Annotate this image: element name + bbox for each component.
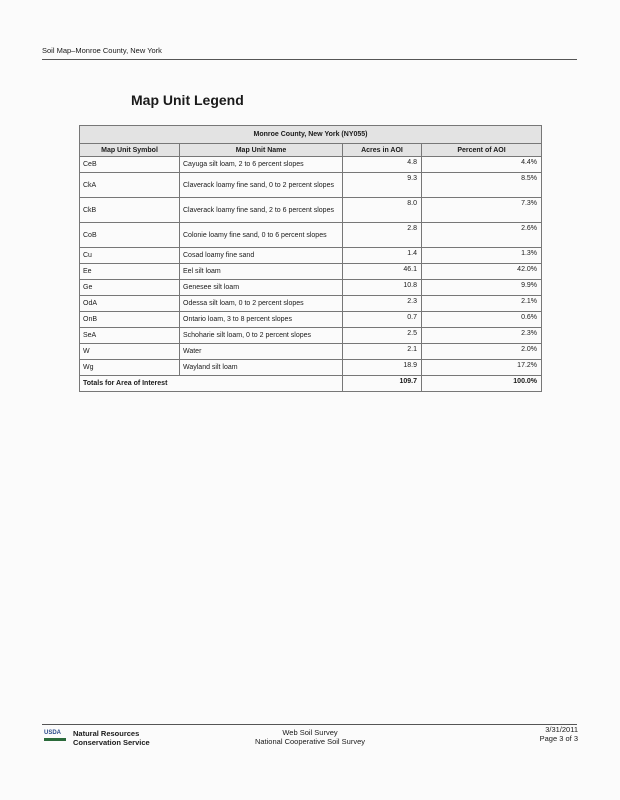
col-header-name: Map Unit Name [180, 144, 343, 157]
map-unit-symbol: CeB [80, 157, 180, 173]
totals-percent: 100.0% [422, 376, 542, 392]
map-unit-name: Cosad loamy fine sand [180, 248, 343, 264]
usda-logo [44, 730, 66, 744]
totals-acres: 109.7 [343, 376, 422, 392]
table-row [80, 360, 542, 376]
table-row [80, 312, 542, 328]
map-unit-name: Genesee silt loam [180, 280, 343, 296]
percent-of-aoi: 7.3% [422, 198, 542, 223]
table-row [80, 198, 542, 223]
usda-logo-bar [44, 738, 66, 741]
map-unit-name: Claverack loamy fine sand, 0 to 2 percent slopes [180, 173, 343, 198]
survey-name [235, 728, 385, 746]
header-divider [42, 59, 577, 60]
acres-in-aoi: 46.1 [343, 264, 422, 280]
table-row [80, 157, 542, 173]
map-unit-name: Water [180, 344, 343, 360]
county-heading: Monroe County, New York (NY055) [80, 126, 542, 144]
percent-of-aoi: 42.0% [422, 264, 542, 280]
acres-in-aoi: 2.3 [343, 296, 422, 312]
acres-in-aoi: 10.8 [343, 280, 422, 296]
map-unit-symbol: W [80, 344, 180, 360]
map-unit-legend-table [79, 125, 542, 392]
col-header-acres: Acres in AOI [343, 144, 422, 157]
survey-line-1: Web Soil Survey [282, 728, 338, 737]
map-unit-name: Wayland silt loam [180, 360, 343, 376]
table-row [80, 296, 542, 312]
survey-line-2: National Cooperative Soil Survey [254, 737, 366, 746]
acres-in-aoi: 0.7 [343, 312, 422, 328]
map-unit-symbol: CoB [80, 223, 180, 248]
agency-line-1: Natural Resources [73, 729, 140, 738]
col-header-percent: Percent of AOI [422, 144, 542, 157]
map-unit-symbol: OnB [80, 312, 180, 328]
map-unit-name: Eel silt loam [180, 264, 343, 280]
map-unit-symbol: CkA [80, 173, 180, 198]
table-row [80, 328, 542, 344]
percent-of-aoi: 2.0% [422, 344, 542, 360]
map-unit-symbol: Ge [80, 280, 180, 296]
percent-of-aoi: 2.3% [422, 328, 542, 344]
totals-label: Totals for Area of Interest [80, 376, 343, 392]
acres-in-aoi: 18.9 [343, 360, 422, 376]
acres-in-aoi: 2.8 [343, 223, 422, 248]
table-row [80, 264, 542, 280]
percent-of-aoi: 4.4% [422, 157, 542, 173]
percent-of-aoi: 1.3% [422, 248, 542, 264]
acres-in-aoi: 8.0 [343, 198, 422, 223]
legend-title: Map Unit Legend [131, 92, 244, 108]
map-unit-symbol: CkB [80, 198, 180, 223]
map-unit-symbol: Ee [80, 264, 180, 280]
table-row [80, 173, 542, 198]
footer-divider [42, 724, 577, 725]
table-row [80, 280, 542, 296]
map-unit-name: Colonie loamy fine sand, 0 to 6 percent slopes [180, 223, 343, 248]
usda-logo-text: USDA [44, 730, 62, 736]
table-row [80, 344, 542, 360]
page-number: Page 3 of 3 [539, 734, 578, 743]
map-unit-name: Odessa silt loam, 0 to 2 percent slopes [180, 296, 343, 312]
percent-of-aoi: 2.1% [422, 296, 542, 312]
acres-in-aoi: 4.8 [343, 157, 422, 173]
map-unit-symbol: Cu [80, 248, 180, 264]
map-unit-name: Ontario loam, 3 to 8 percent slopes [180, 312, 343, 328]
table-row [80, 223, 542, 248]
map-unit-name: Schoharie silt loam, 0 to 2 percent slopes [180, 328, 343, 344]
table-row [80, 248, 542, 264]
acres-in-aoi: 9.3 [343, 173, 422, 198]
map-unit-name: Cayuga silt loam, 2 to 6 percent slopes [180, 157, 343, 173]
map-unit-symbol: SeA [80, 328, 180, 344]
col-header-symbol: Map Unit Symbol [80, 144, 180, 157]
acres-in-aoi: 1.4 [343, 248, 422, 264]
percent-of-aoi: 8.5% [422, 173, 542, 198]
percent-of-aoi: 0.6% [422, 312, 542, 328]
map-unit-symbol: OdA [80, 296, 180, 312]
totals-row [80, 376, 542, 392]
acres-in-aoi: 2.5 [343, 328, 422, 344]
map-unit-name: Claverack loamy fine sand, 2 to 6 percent slopes [180, 198, 343, 223]
agency-name [73, 729, 150, 747]
percent-of-aoi: 9.9% [422, 280, 542, 296]
agency-line-2: Conservation Service [73, 738, 150, 747]
map-unit-symbol: Wg [80, 360, 180, 376]
page-header-title: Soil Map–Monroe County, New York [42, 46, 162, 55]
acres-in-aoi: 2.1 [343, 344, 422, 360]
page-info [540, 725, 578, 743]
percent-of-aoi: 17.2% [422, 360, 542, 376]
footer-date: 3/31/2011 [545, 725, 578, 734]
percent-of-aoi: 2.6% [422, 223, 542, 248]
